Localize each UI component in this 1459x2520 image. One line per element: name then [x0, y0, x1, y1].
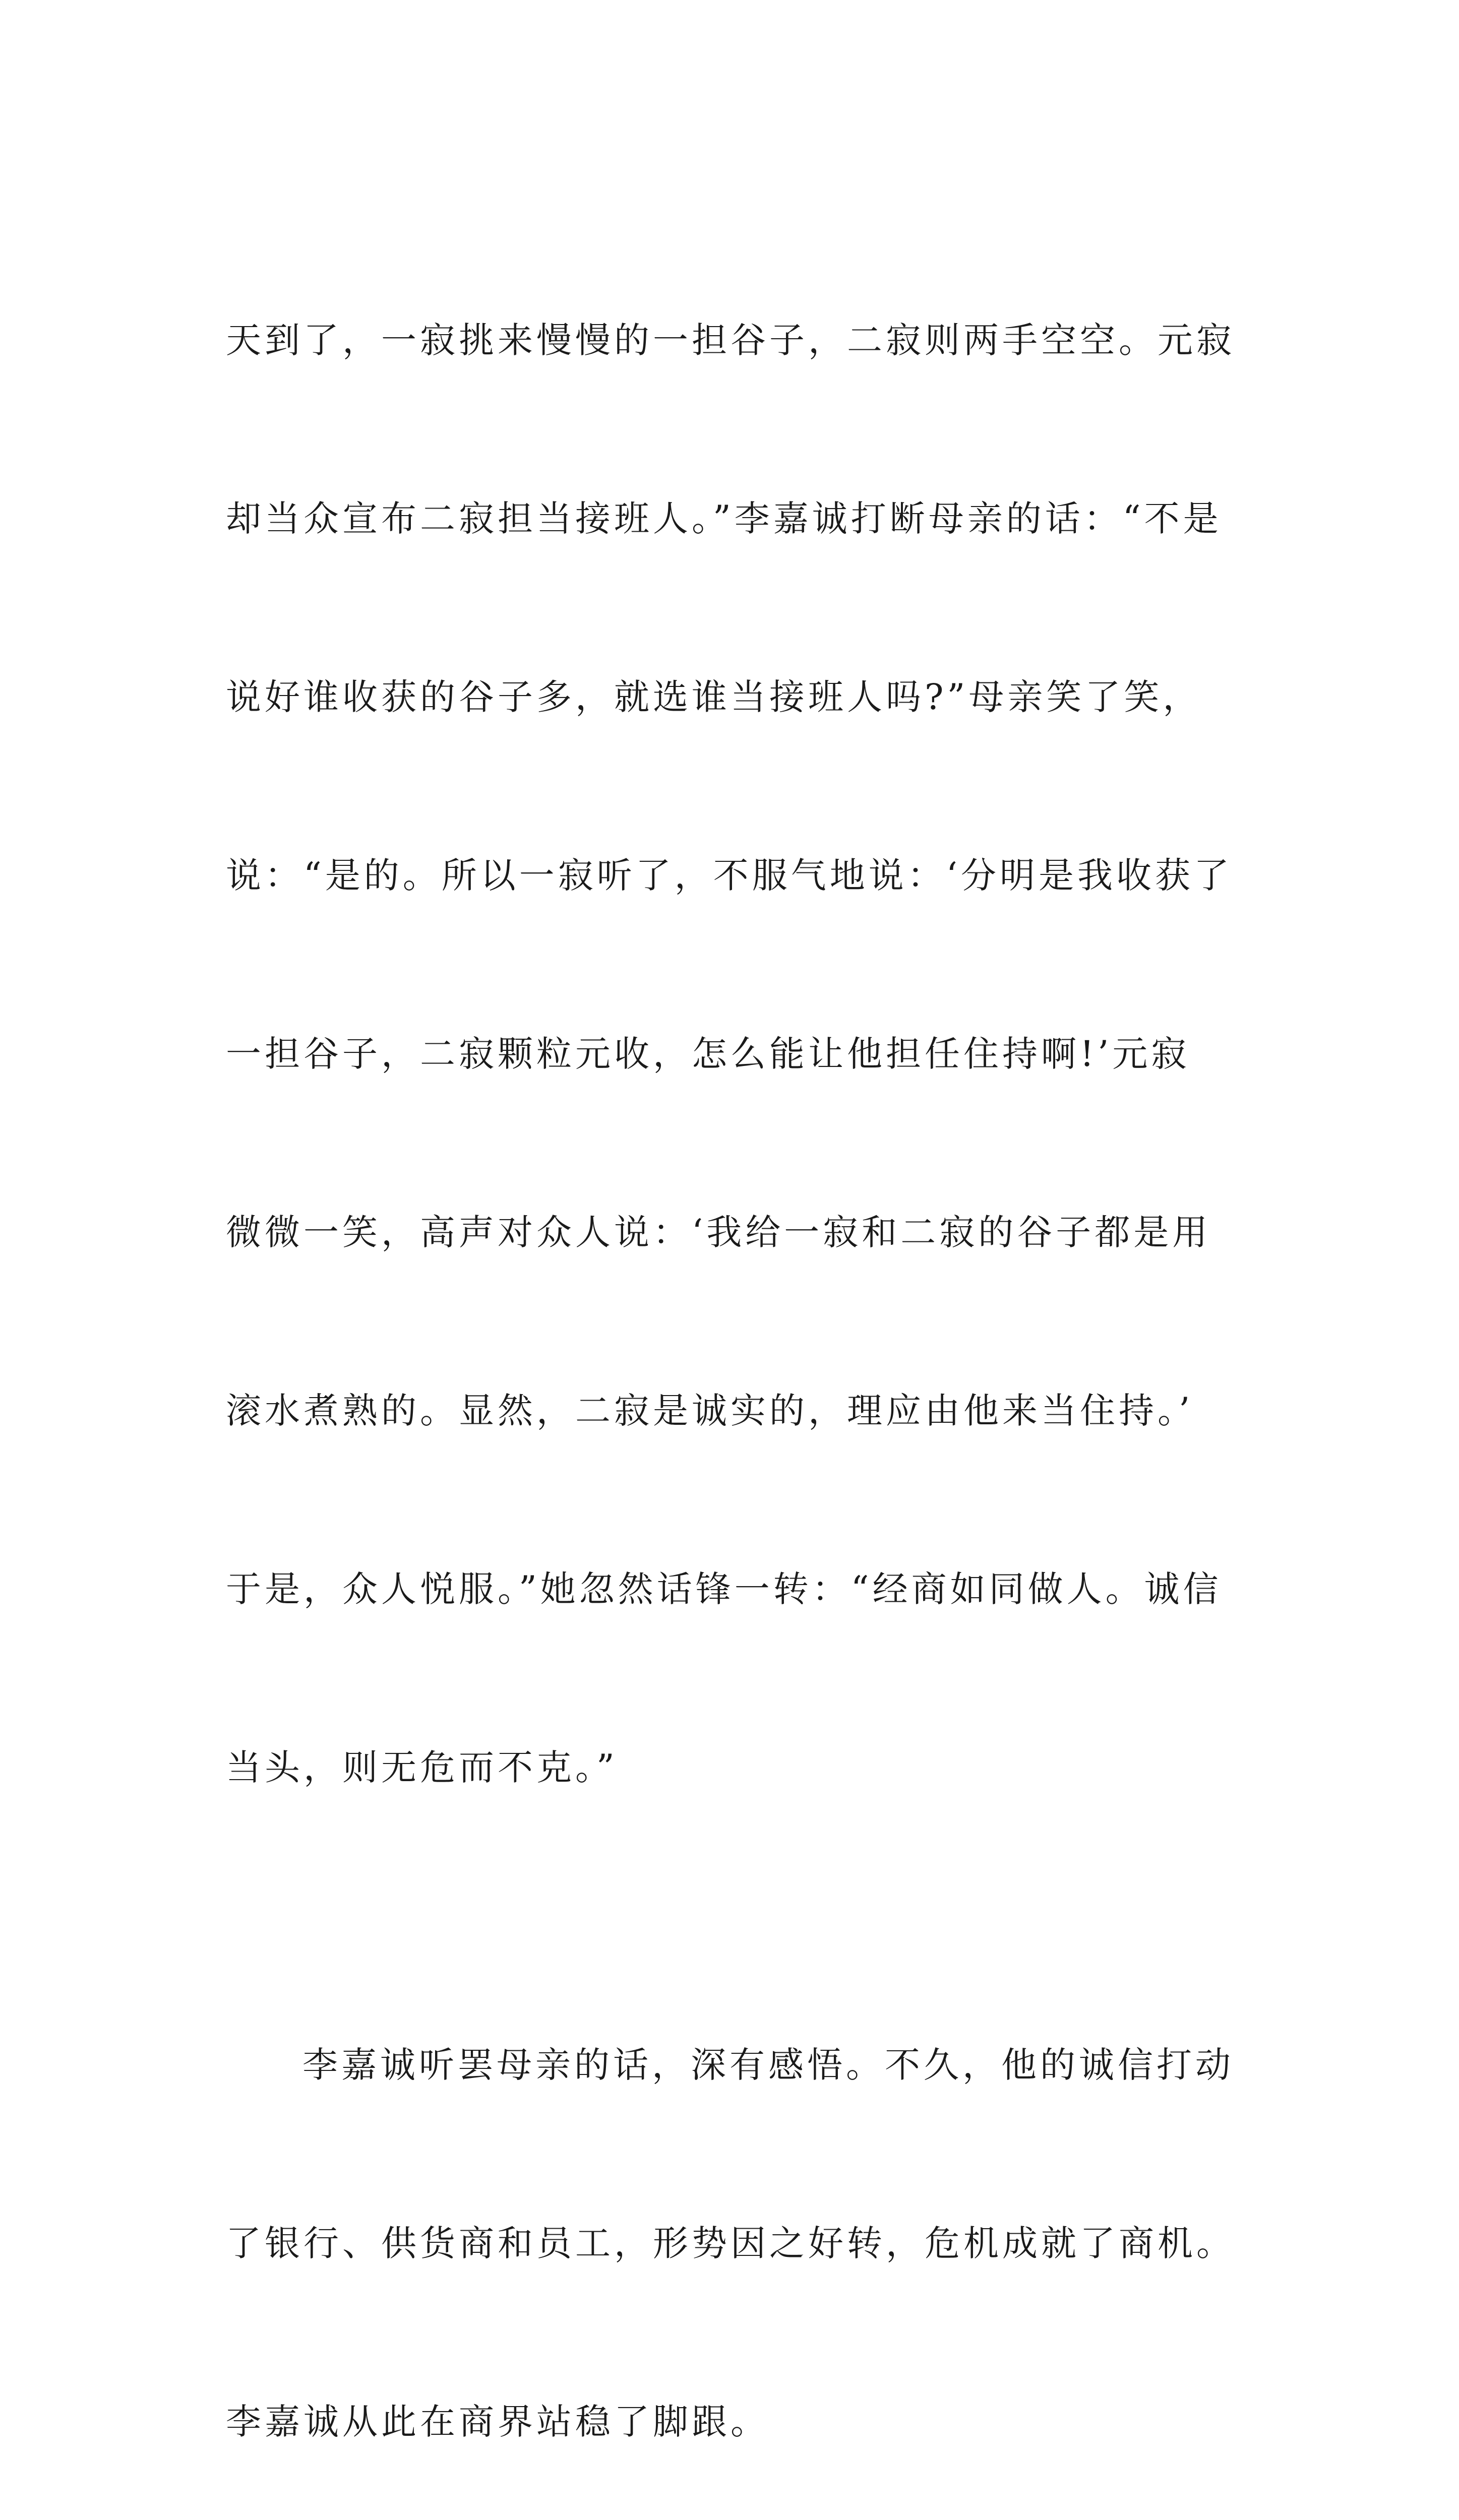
text-line: 天到了，一寂挑来慢慢的一担谷子，二寂则两手空空。元寂: [226, 320, 1235, 361]
text-line: 了银行、供货商和员工，形势因之好转，危机成就了商机。: [226, 2223, 1235, 2264]
text-line: 李嘉诚从此在商界站稳了脚跟。: [226, 2401, 769, 2442]
text-line: 当头，则无危而不克。”: [226, 1747, 618, 1788]
text-line: 一担谷子，二寂颗粒元收，怎么能让他担任住持啊!’元寂: [226, 1033, 1190, 1075]
text-line: 于是，众人悦服。”她忽然话锋一转：“经商如同做人。诚信: [226, 1568, 1222, 1610]
body-text: [226, 192, 1234, 2520]
text-line: 却当众宣布二寂担当接班人。”李嘉诚打断母亲的话：“不是: [226, 498, 1222, 539]
text-line: 说：“是的。所以一寂听了，不服气地说：‘分明是我收获了: [226, 855, 1233, 896]
text-line: 李嘉诚听罢母亲的话，深有感悟。不久，他的诚信打动: [302, 2044, 1234, 2086]
text-line: 微微一笑，高声对众人说：‘我给一寂和二寂的谷子都是用: [226, 1212, 1211, 1253]
paragraph-li-ka-shing: [226, 1916, 1234, 2520]
text-line: 滚水煮熟的。显然，二寂是诚实的，理应由他来当住持。’: [226, 1390, 1194, 1431]
text-line: 说好谁收获的谷子多，就选谁当接班人吗?”母亲笑了笑，: [226, 676, 1202, 718]
paragraph-continuation: [226, 192, 1234, 1916]
